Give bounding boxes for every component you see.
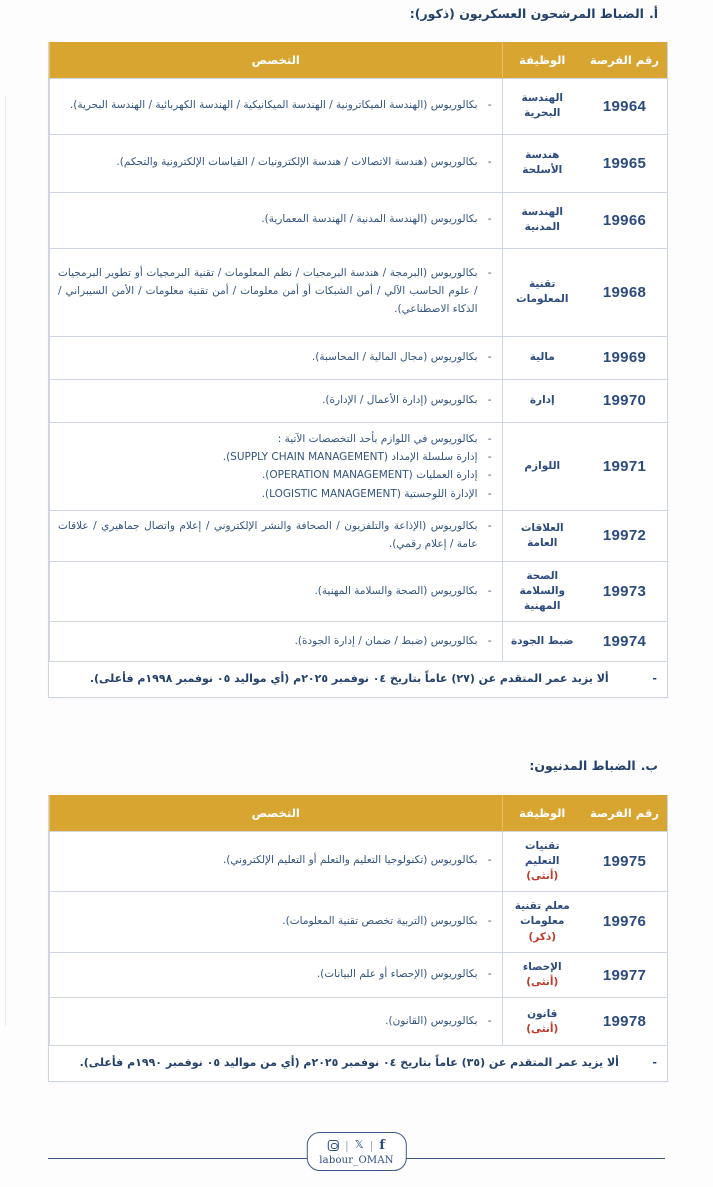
age-requirement-note: - ألا يزيد عمر المتقدم عن (٣٥) عاماً بتاريخ ٠٤ نوفمبر ٢٠٢٥م (أي من مواليد ٠٥ نوفمبر ١٩٩٠م فأعلى).	[50, 1046, 668, 1081]
specialization: - بكالوريوس (مجال المالية / المحاسبة).	[50, 336, 503, 379]
specialization: - بكالوريوس (ضبط / ضمان / إدارة الجودة).	[50, 622, 503, 662]
opportunity-number: 19965	[582, 134, 667, 192]
specialization: - بكالوريوس (التربية تخصص تقنية المعلومات).	[50, 892, 503, 953]
table-row	[50, 134, 668, 192]
job-title: ضبط الجودة	[502, 622, 582, 662]
table-row	[50, 998, 668, 1046]
specialization: - بكالوريوس (الإذاعة والتلفزيون / الصحافة والنشر الإلكتروني / إعلام واتصال جماهيري / علاقات عامة / إعلام رقمي).	[50, 511, 503, 562]
specialization: - بكالوريوس (إدارة الأعمال / الإدارة).	[50, 379, 503, 422]
specialization: - بكالوريوس (تكنولوجيا التعليم والتعلم أو التعليم الإلكتروني).	[50, 831, 503, 892]
table-row	[50, 422, 668, 511]
opportunity-number: 19964	[582, 78, 667, 134]
jobs-table-civil	[48, 795, 668, 1082]
table-row	[50, 336, 668, 379]
facebook-icon[interactable]: f	[379, 1138, 385, 1153]
column-header-job: الوظيفة	[502, 795, 582, 831]
gender-badge: (أنثى)	[526, 1022, 559, 1035]
table-row	[50, 78, 668, 134]
specialization: - بكالوريوس (الهندسة الميكاترونية / الهندسة الميكانيكية / الهندسة الكهربائية / الهندسة البحرية).	[50, 78, 503, 134]
opportunity-number: 19978	[582, 998, 667, 1046]
job-title	[502, 831, 582, 892]
opportunity-number: 19976	[582, 892, 667, 953]
table-row	[50, 561, 668, 622]
job-title: إدارة	[502, 379, 582, 422]
column-header-opportunity-number: رقم الفرصة	[582, 795, 667, 831]
specialization-list	[50, 422, 503, 511]
column-header-specialization: التخصص	[50, 42, 503, 78]
column-header-job: الوظيفة	[502, 42, 582, 78]
table-row	[50, 192, 668, 248]
opportunity-number: 19975	[582, 831, 667, 892]
job-title	[502, 892, 582, 953]
specialization: - بكالوريوس (الصحة والسلامة المهنية).	[50, 561, 503, 622]
job-title-label: تقنيات التعليم	[524, 839, 560, 867]
opportunity-number: 19974	[582, 622, 667, 662]
section-title-b: الضباط المدنيون:	[529, 758, 636, 773]
job-title	[502, 952, 582, 997]
specialization: - بكالوريوس (القانون).	[50, 998, 503, 1046]
table-note-row	[50, 662, 668, 697]
opportunity-number: 19970	[582, 379, 667, 422]
social-handle: labour_OMAN	[319, 1155, 394, 1166]
section-heading-military	[48, 6, 668, 21]
list-item: - الإدارة اللوجستية (LOGISTIC MANAGEMENT).	[58, 485, 494, 503]
gender-badge: (أنثى)	[526, 869, 559, 882]
job-title-label: قانون	[527, 1007, 558, 1020]
section-title-a: الضباط المرشحون العسكريون (ذكور):	[409, 6, 644, 21]
opportunity-number: 19977	[582, 952, 667, 997]
specialization: - بكالوريوس (هندسة الاتصالات / هندسة الإلكترونيات / القياسات الإلكترونية والتحكم).	[50, 134, 503, 192]
table-header-row	[50, 42, 668, 78]
job-title: العلاقات العامة	[502, 511, 582, 562]
job-title: اللوازم	[502, 422, 582, 511]
job-title: الهندسة البحرية	[502, 78, 582, 134]
opportunity-number: 19968	[582, 248, 667, 336]
icon-separator: |	[345, 1139, 349, 1152]
opportunity-number: 19972	[582, 511, 667, 562]
job-title: تقنية المعلومات	[502, 248, 582, 336]
opportunity-number: 19966	[582, 192, 667, 248]
list-item: - إدارة العمليات (OPERATION MANAGEMENT).	[58, 466, 494, 484]
job-title: مالية	[502, 336, 582, 379]
page-footer	[0, 1113, 713, 1173]
specialization: - بكالوريوس (الإحصاء أو علم البيانات).	[50, 952, 503, 997]
list-item: - إدارة سلسلة الإمداد (SUPPLY CHAIN MANAGEMENT).	[58, 448, 494, 466]
social-media-badge[interactable]	[306, 1132, 406, 1171]
job-title: الهندسة المدنية	[502, 192, 582, 248]
section-marker-b: ب.	[640, 758, 658, 773]
section-heading-civil	[48, 758, 668, 773]
specialization: - بكالوريوس (البرمجة / هندسة البرمجيات / نظم المعلومات / تقنية البرمجيات أو تطوير البرمجيات / علوم الحاسب الآلي / أمن الشبكات أو أمن معلومات / أمن تقنية معلومات / الأمن السيبراني / الذكاء الاصطناعي).	[50, 248, 503, 336]
table-header-row	[50, 795, 668, 831]
job-title	[502, 998, 582, 1046]
x-twitter-icon[interactable]: 𝕏	[354, 1139, 364, 1151]
age-requirement-note: - ألا يزيد عمر المتقدم عن (٢٧) عاماً بتاريخ ٠٤ نوفمبر ٢٠٢٥م (أي مواليد ٠٥ نوفمبر ١٩٩٨م فأعلى).	[50, 662, 668, 697]
job-title-label: الإحصاء	[522, 960, 562, 973]
opportunity-number: 19973	[582, 561, 667, 622]
table-note-row	[50, 1046, 668, 1081]
table-row	[50, 379, 668, 422]
table-row	[50, 892, 668, 953]
job-title: هندسة الأسلحة	[502, 134, 582, 192]
section-marker-a: أ.	[648, 6, 658, 21]
job-title-label: معلم تقنية معلومات	[514, 900, 570, 928]
gender-badge: (أنثى)	[526, 976, 559, 989]
column-header-opportunity-number: رقم الفرصة	[582, 42, 667, 78]
instagram-icon[interactable]	[328, 1140, 339, 1151]
gender-badge: (ذكر)	[528, 930, 557, 943]
jobs-table-military	[48, 42, 668, 698]
table-row	[50, 248, 668, 336]
table-row	[50, 622, 668, 662]
table-row	[50, 831, 668, 892]
list-item: - بكالوريوس في اللوازم بأحد التخصصات الآتية :	[58, 430, 494, 448]
icon-separator: |	[369, 1139, 374, 1152]
table-row	[50, 952, 668, 997]
column-header-specialization: التخصص	[50, 795, 503, 831]
page-edge-rule	[5, 96, 6, 1026]
job-title: الصحة والسلامة المهنية	[502, 561, 582, 622]
opportunity-number: 19971	[582, 422, 667, 511]
specialization: - بكالوريوس (الهندسة المدنية / الهندسة المعمارية).	[50, 192, 503, 248]
table-row	[50, 511, 668, 562]
opportunity-number: 19969	[582, 336, 667, 379]
